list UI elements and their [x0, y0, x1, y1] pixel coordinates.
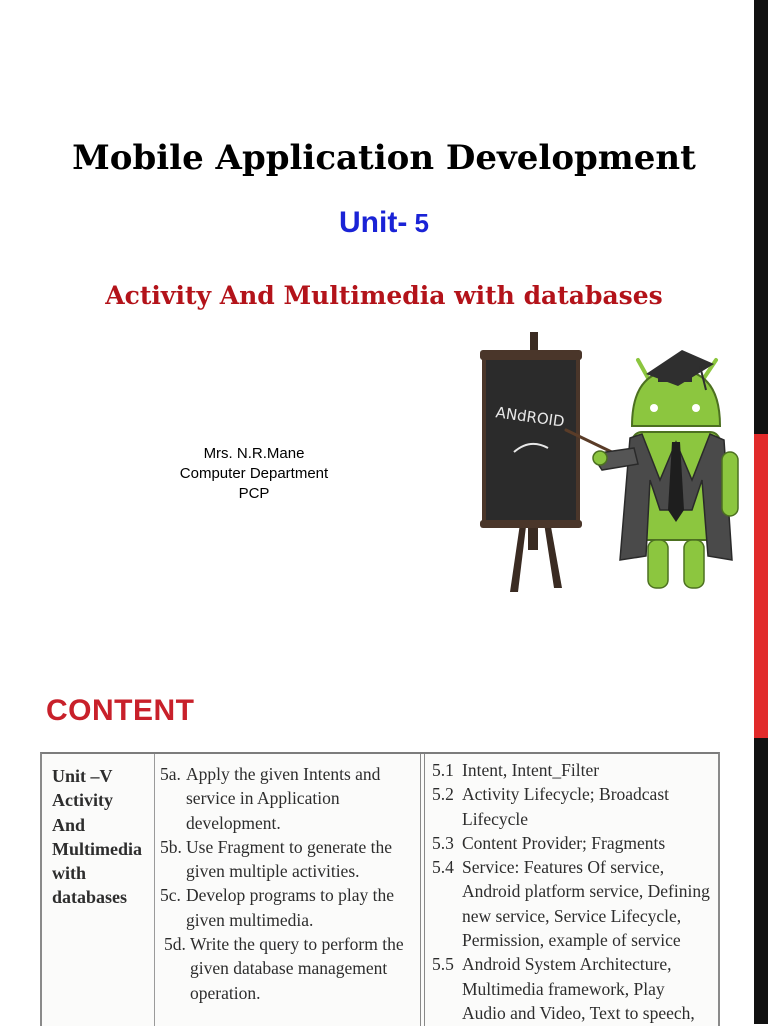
unit-label: Unit- — [339, 206, 408, 239]
topic-item — [432, 952, 714, 1025]
topic-text: Intent, Intent_Filter — [462, 760, 600, 780]
topic-item — [432, 855, 714, 952]
right-edge-accent — [754, 434, 768, 738]
slide-title: Mobile Application Development — [72, 138, 696, 178]
outcome-text: operation. — [190, 982, 261, 1003]
outcome-text: given multimedia. — [186, 909, 314, 930]
topic-number: 5.5 — [432, 954, 454, 975]
column-divider — [420, 754, 425, 1026]
unit-line: databases — [52, 887, 128, 908]
slide-subtitle: Activity And Multimedia with databases — [105, 281, 663, 310]
author-block — [154, 444, 354, 504]
android-robot — [593, 350, 738, 588]
outcome-text: Write the query to perform the — [190, 934, 404, 955]
column-divider — [154, 754, 155, 1026]
unit-line: Multimedia — [52, 838, 142, 859]
author-department: Computer Department — [179, 465, 329, 482]
topic-text: Service: Features Of service, — [462, 857, 665, 878]
topic-item — [432, 758, 714, 782]
outcome-text: service in Application — [186, 788, 340, 809]
topic-item — [432, 782, 714, 831]
topic-text: Lifecycle — [462, 808, 529, 829]
outcome-text: Apply the given Intents and — [186, 764, 381, 784]
outcome-text: Develop programs to play the — [186, 885, 395, 906]
outcome-text: given database management — [190, 958, 388, 979]
outcome-text: Use Fragment to generate the — [186, 836, 393, 857]
outcome-number: 5b. — [160, 836, 182, 857]
topic-number: 5.4 — [432, 857, 454, 878]
unit-number: 5 — [407, 208, 429, 238]
outcome-text: given multiple activities. — [186, 861, 360, 882]
unit-line: And — [52, 814, 86, 835]
topic-text: Activity Lifecycle; Broadcast — [462, 784, 670, 805]
topic-text: Permission, example of service — [462, 930, 681, 951]
topic-number: 5.1 — [432, 760, 454, 780]
outcome-number: 5d. — [164, 934, 186, 955]
android-teacher-illustration — [470, 330, 746, 606]
outcome-item — [160, 883, 418, 932]
content-heading: CONTENT — [46, 694, 195, 727]
topic-text: Android System Architecture, — [462, 954, 672, 975]
syllabus-table — [40, 752, 720, 1026]
outcome-number: 5a. — [160, 764, 181, 784]
outcome-item — [160, 932, 418, 1005]
unit-line: Unit –V — [52, 766, 113, 786]
topic-text: new service, Service Lifecycle, — [462, 905, 682, 926]
author-name: Mrs. N.R.Mane — [203, 445, 305, 462]
topic-text: Android platform service, Defining — [462, 881, 710, 902]
unit-column — [52, 764, 152, 910]
board-text: ANdROID — [494, 403, 566, 431]
topic-item — [432, 831, 714, 855]
topic-text: Multimedia framework, Play — [462, 978, 665, 999]
unit-line: with — [52, 863, 87, 884]
topic-text: Content Provider; Fragments — [462, 832, 666, 853]
topic-text: Audio and Video, Text to speech, — [462, 1002, 695, 1023]
outcomes-column — [160, 762, 418, 1005]
outcome-number: 5c. — [160, 885, 181, 906]
author-institute: PCP — [238, 485, 270, 502]
outcome-item — [160, 835, 418, 884]
topic-number: 5.3 — [432, 832, 454, 853]
topic-number: 5.2 — [432, 784, 454, 805]
topics-column — [432, 758, 714, 1025]
outcome-text: development. — [186, 812, 281, 833]
unit-heading — [0, 206, 768, 240]
unit-line: Activity — [52, 790, 113, 811]
outcome-item — [160, 762, 418, 835]
easel — [480, 332, 582, 592]
